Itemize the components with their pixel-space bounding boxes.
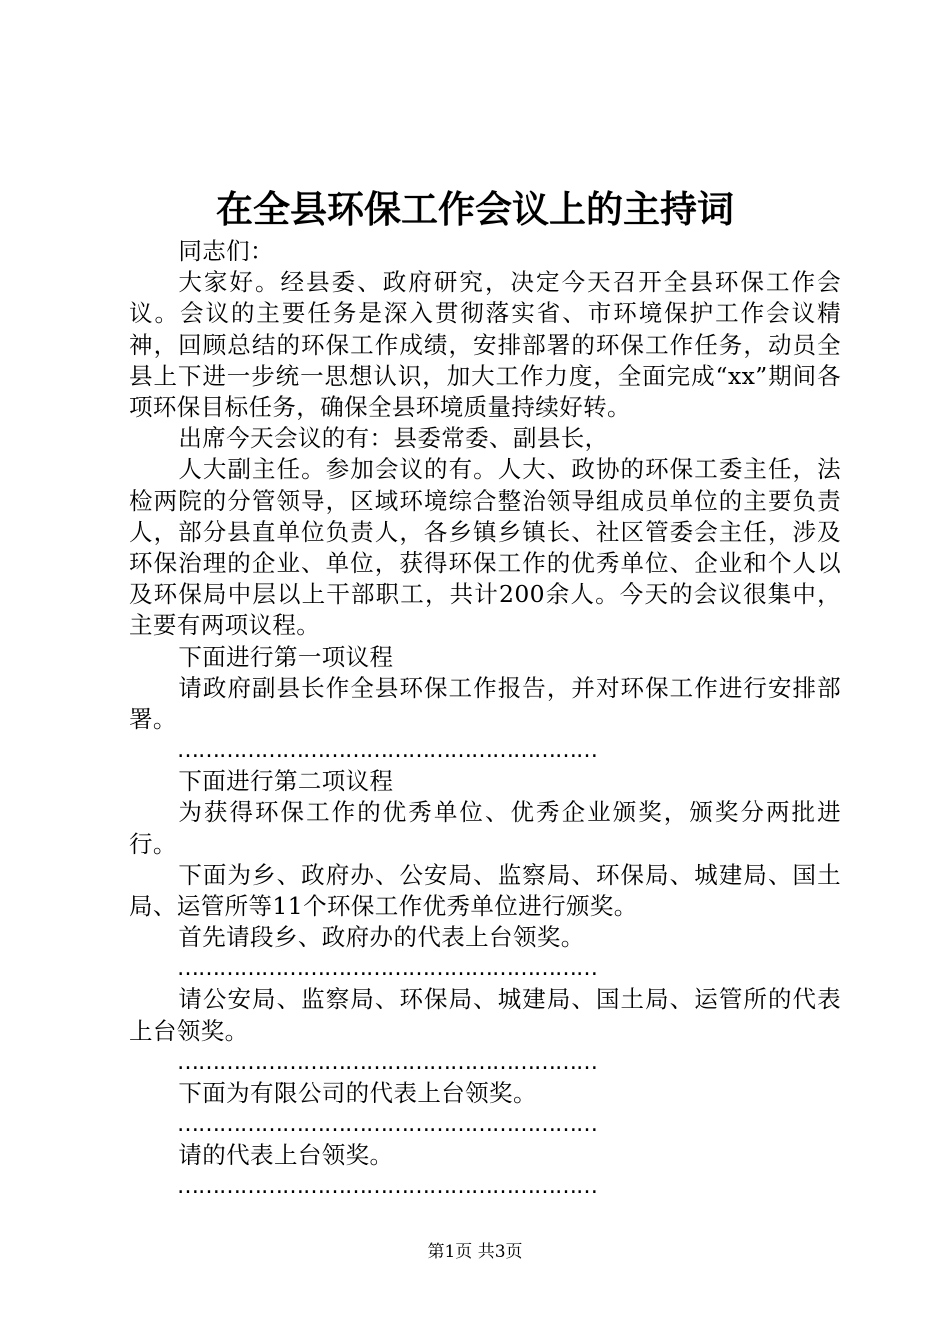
page-number-footer: 第1页 共3页 [427,1242,523,1262]
agenda-item-two: 下面进行第二项议程 [178,767,394,796]
paragraph-first-batch: 下面为乡、政府办、公安局、监察局、环保局、城建局、国土局、运管所等11个环保工作优秀单位进行颁奖。 [129,860,841,921]
document-title: 在全县环保工作会议上的主持词 [216,187,734,231]
agenda-item-one: 下面进行第一项议程 [178,642,394,671]
paragraph-awards-intro: 为获得环保工作的优秀单位、优秀企业颁奖，颁奖分两批进行。 [129,798,841,858]
paragraph-first-awardees: 首先请段乡、政府办的代表上台领奖。 [178,923,585,952]
paragraph-report: 请政府副县长作全县环保工作报告，并对环保工作进行安排部署。 [129,673,841,734]
paragraph-final-awardees: 请的代表上台领奖。 [178,1141,394,1170]
ellipsis-line: …………………………………………………… [177,956,597,982]
paragraph-participants: 人大副主任。参加会议的有。人大、政协的环保工委主任，法检两院的分管领导，区域环境综合整治领导组成员单位的主要负责人，部分县直单位负责人，各乡镇乡镇长、社区管委会主任，涉及环保治理的企业、单位，获得环保工作的优秀单位、企业和个人以及环保局中层以上干部职工，共计200余人。今天的会议很集中，主要有两项议程。 [129,455,841,640]
ellipsis-line: …………………………………………………… [177,1049,597,1075]
paragraph-attendees: 出席今天会议的有：县委常委、副县长， [178,424,609,453]
ellipsis-line: …………………………………………………… [177,1174,597,1200]
ellipsis-line: …………………………………………………… [177,1112,597,1138]
paragraph-opening: 大家好。经县委、政府研究，决定今天召开全县环保工作会议。会议的主要任务是深入贯彻落实省、市环境保护工作会议精神，回顾总结的环保工作成绩，安排部署的环保工作任务，动员全县上下进一步统一思想认识，加大工作力度，全面完成“xx”期间各项环保目标任务，确保全县环境质量持续好转。 [129,268,841,422]
document-body [129,236,841,1202]
ellipsis-line: …………………………………………………… [177,738,597,764]
paragraph-second-awardees: 请公安局、监察局、环保局、城建局、国土局、运管所的代表上台领奖。 [129,985,841,1045]
paragraph-company-awardees: 下面为有限公司的代表上台领奖。 [178,1078,537,1107]
salutation: 同志们： [178,237,274,265]
